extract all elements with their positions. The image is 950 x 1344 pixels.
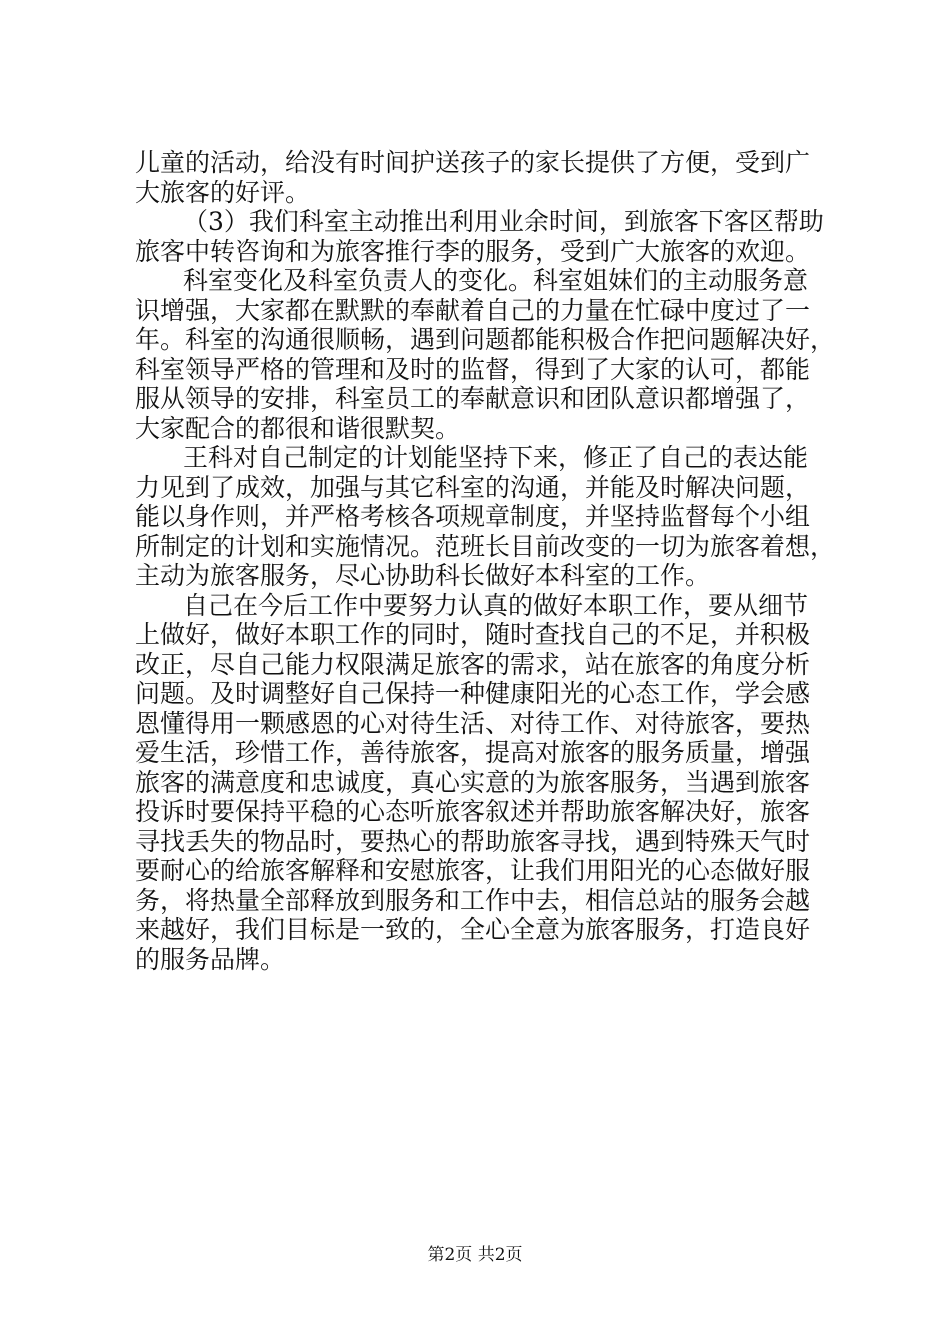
text-line: 大家配合的都很和谐很默契。 (135, 413, 461, 443)
text-line: 旅客中转咨询和为旅客推行李的服务，受到广大旅客的欢迎。 (135, 236, 811, 266)
text-line: 自己在今后工作中要努力认真的做好本职工作，要从细节 (183, 590, 809, 620)
text-line: 力见到了成效，加强与其它科室的沟通，并能及时解决问题， (135, 472, 811, 502)
text-line: 上做好，做好本职工作的同时，随时查找自己的不足，并积极 (135, 620, 811, 649)
text-line: 大旅客的好评。 (135, 177, 311, 207)
text-line: 年。科室的沟通很顺畅，遇到问题都能积极合作把问题解决好， (135, 325, 836, 354)
text-line: （3）我们科室主动推出利用业余时间，到旅客下客区帮助 (183, 207, 824, 236)
text-line: 爱生活，珍惜工作，善待旅客，提高对旅客的服务质量，增强 (135, 738, 811, 767)
text-line: 问题。及时调整好自己保持一种健康阳光的心态工作，学会感 (135, 679, 811, 708)
text-line: 所制定的计划和实施情况。范班长目前改变的一切为旅客着想， (135, 531, 836, 561)
text-line: 科室变化及科室负责人的变化。科室姐妹们的主动服务意 (183, 266, 809, 295)
text-line: 主动为旅客服务，尽心协助科长做好本科室的工作。 (135, 561, 711, 590)
text-line: 王科对自己制定的计划能坚持下来，修正了自己的表达能 (183, 443, 809, 472)
text-line: 儿童的活动，给没有时间护送孩子的家长提供了方便，受到广 (135, 148, 811, 177)
text-line: 的服务品牌。 (135, 944, 286, 974)
text-line: 投诉时要保持平稳的心态听旅客叙述并帮助旅客解决好，旅客 (135, 797, 811, 826)
text-line: 改正，尽自己能力权限满足旅客的需求，站在旅客的角度分析 (135, 649, 811, 679)
text-line: 科室领导严格的管理和及时的监督，得到了大家的认可，都能 (135, 354, 811, 384)
page-footer (0, 1244, 950, 1266)
text-line: 识增强，大家都在默默的奉献着自己的力量在忙碌中度过了一 (135, 295, 811, 325)
text-line: 务，将热量全部释放到服务和工作中去，相信总站的服务会越 (135, 885, 811, 915)
text-line: 旅客的满意度和忠诚度，真心实意的为旅客服务，当遇到旅客 (135, 767, 811, 797)
text-line: 来越好，我们目标是一致的，全心全意为旅客服务，打造良好 (135, 915, 811, 944)
text-line: 寻找丢失的物品时，要热心的帮助旅客寻找，遇到特殊天气时 (135, 826, 811, 856)
text-line: 恩懂得用一颗感恩的心对待生活、对待工作、对待旅客，要热 (135, 708, 811, 738)
text-line: 能以身作则，并严格考核各项规章制度，并坚持监督每个小组 (135, 502, 811, 531)
text-line: 服从领导的安排，科室员工的奉献意识和团队意识都增强了， (135, 384, 811, 413)
text-line: 要耐心的给旅客解释和安慰旅客，让我们用阳光的心态做好服 (135, 856, 811, 885)
body-text (135, 148, 836, 974)
page-number-label: 第2页 共2页 (427, 1245, 523, 1265)
